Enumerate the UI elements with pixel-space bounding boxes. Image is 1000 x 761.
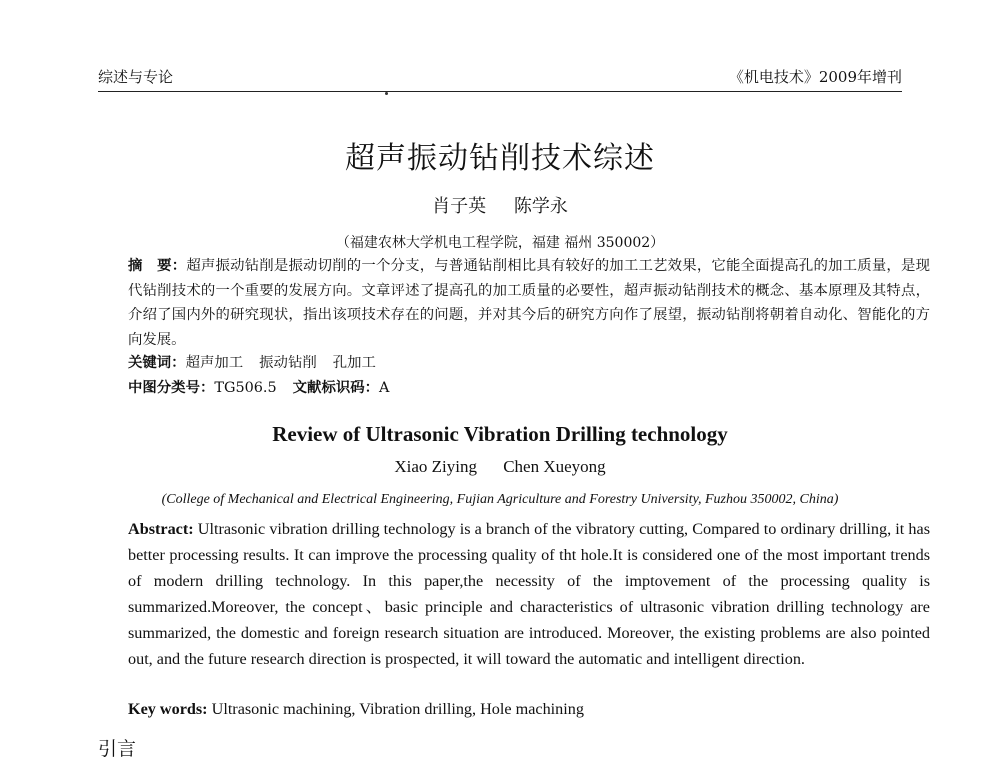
author-cn-2: 陈学永 xyxy=(513,196,568,217)
affiliation-cn: （福建农林大学机电工程学院，福建 福州 350002） xyxy=(335,235,665,251)
header-rule xyxy=(98,91,902,92)
abstract-cn xyxy=(100,254,930,352)
authors-cn xyxy=(0,192,1000,218)
keyword-cn-2: 振动钻削 xyxy=(259,355,317,371)
abstract-en-label: Abstract: xyxy=(128,520,194,538)
keywords-en-label: Key words: xyxy=(128,700,208,718)
authors-en xyxy=(0,457,1000,477)
abstract-en xyxy=(100,516,930,673)
affiliation-en: (College of Mechanical and Electrical Engineering, Fujian Agriculture and Forestry University, Fuzhou 350002, China) xyxy=(161,492,839,507)
keywords-en xyxy=(128,700,584,719)
author-en-2: Chen Xueyong xyxy=(503,457,606,476)
author-cn-1: 肖子英 xyxy=(432,196,487,217)
clc-label: 中图分类号： xyxy=(128,380,215,396)
paper-title-en: Review of Ultrasonic Vibration Drilling technology xyxy=(272,422,728,446)
abstract-cn-text: 超声振动钻削是振动切削的一个分支，与普通钻削相比具有较好的加工工艺效果，它能全面提高孔的加工质量，是现代钻削技术的一个重要的发展方向。文章评述了提高孔的加工质量的必要性，超声振动钻削技术的概念、基本原理及其特点，介绍了国内外的研究现状，指出该项技术存在的问题，并对其今后的研究方向作了展望，振动钻削将朝着自动化、智能化的方向发展。 xyxy=(128,258,930,348)
header-section-label: 综述与专论 xyxy=(98,68,174,86)
keyword-cn-3: 孔加工 xyxy=(332,355,376,371)
keywords-cn-label: 关键词： xyxy=(128,355,186,371)
classification-line xyxy=(128,376,389,397)
clc-value: TG506.5 xyxy=(214,380,277,396)
section-heading-introduction: 引言 xyxy=(98,738,137,760)
running-header xyxy=(98,66,902,90)
header-journal-label: 《机电技术》2009年增刊 xyxy=(728,68,902,86)
author-en-1: Xiao Ziying xyxy=(394,457,477,476)
abstract-cn-label: 摘 要： xyxy=(128,258,187,274)
keyword-cn-1: 超声加工 xyxy=(185,355,244,371)
keywords-en-text: Ultrasonic machining, Vibration drilling, Hole machining xyxy=(211,700,584,718)
paper-title-cn: 超声振动钻削技术综述 xyxy=(345,141,655,176)
scan-speck xyxy=(385,92,388,95)
keywords-cn xyxy=(128,351,376,372)
abstract-en-text: Ultrasonic vibration drilling technology is a branch of the vibratory cutting, Compared to ordinary drilling, it has better processing results. It can improve the processing quality of tht hole.It is considered one of the most important trends of modern drilling technology. In this paper,the necessity of the imptovement of the processing quality is summarized.Moreover, the concept、basic principle and characteristics of ultrasonic vibration drilling technology are summarized, the domestic and foreign research situation are introduced. Moreover, the existing problems are also pointed out, and the future research direction is prospected, it will toward the automatic and intelligent direction. xyxy=(128,520,930,669)
doc-code-label: 文献标识码： xyxy=(292,380,380,396)
doc-code-value: A xyxy=(379,380,390,396)
